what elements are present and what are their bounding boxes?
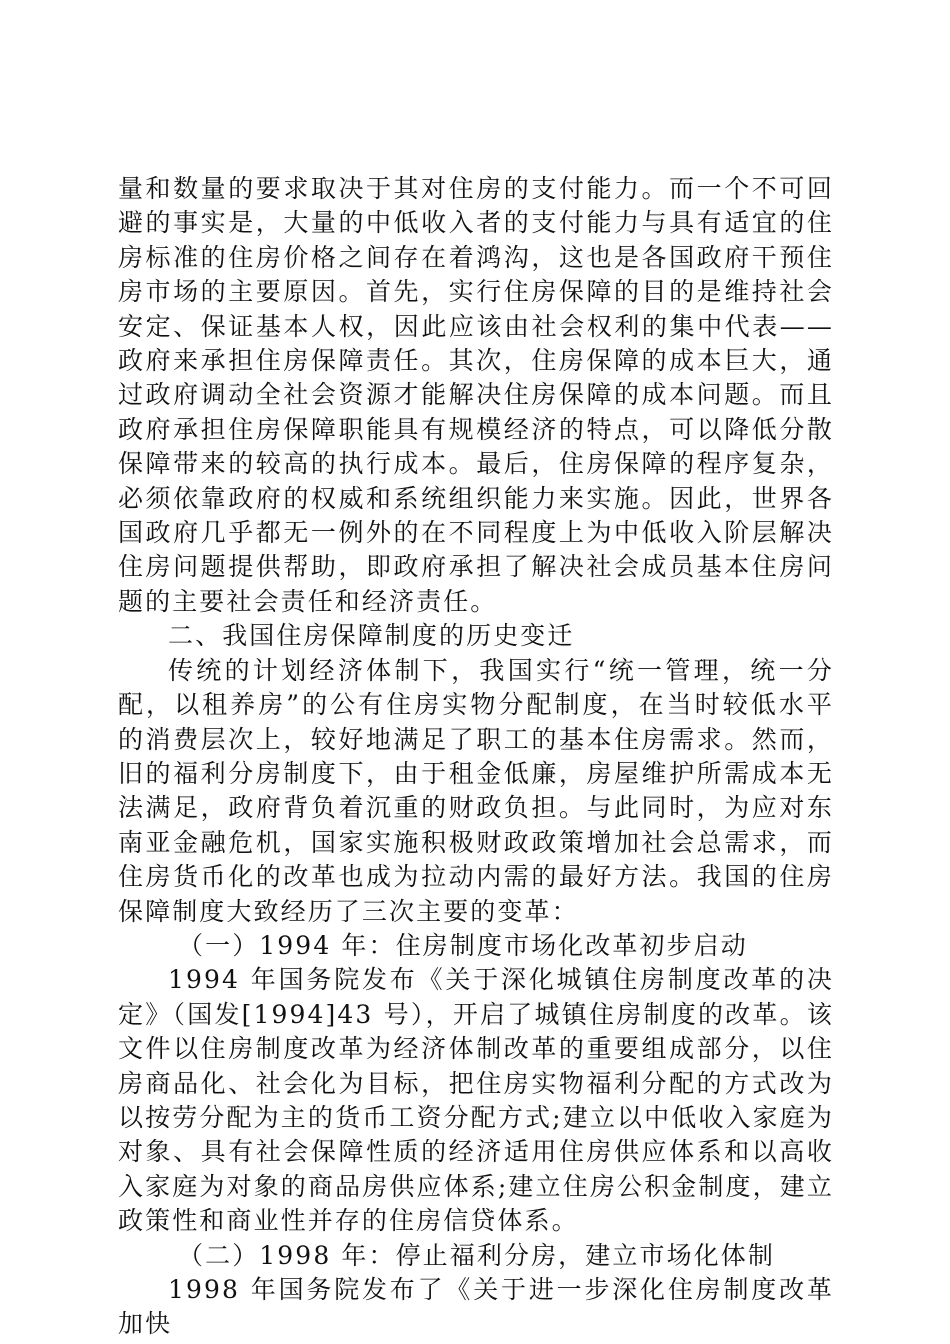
document-page xyxy=(118,172,834,1342)
body-paragraph: 量和数量的要求取决于其对住房的支付能力。而一个不可回避的事实是，大量的中低收入者的支付能力与具有适宜的住房标准的住房价格之间存在着鸿沟，这也是各国政府干预住房市场的主要原因。首先，实行住房保障的目的是维持社会安定、保证基本人权，因此应该由社会权利的集中代表——政府来承担住房保障责任。其次，住房保障的成本巨大，通过政府调动全社会资源才能解决住房保障的成本问题。而且政府承担住房保障职能具有规模经济的特点，可以降低分散保障带来的较高的执行成本。最后，住房保障的程序复杂，必须依靠政府的权威和系统组织能力来实施。因此，世界各国政府几乎都无一例外的在不同程度上为中低收入阶层解决住房问题提供帮助，即政府承担了解决社会成员基本住房问题的主要社会责任和经济责任。 xyxy=(118,174,834,616)
body-paragraph: 传统的计划经济体制下，我国实行“统一管理，统一分配，以租养房”的公有住房实物分配制度，在当时较低水平的消费层次上，较好地满足了职工的基本住房需求。然而，旧的福利分房制度下，由于租金低廉，房屋维护所需成本无法满足，政府背负着沉重的财政负担。与此同时，为应对东南亚金融危机，国家实施积极财政政策增加社会总需求，而住房货币化的改革也成为拉动内需的最好方法。我国的住房保障制度大致经历了三次主要的变革： xyxy=(118,655,834,926)
subsection-heading: （二）1998 年：停止福利分房，建立市场化体制 xyxy=(178,1240,775,1270)
section-heading: 二、我国住房保障制度的历史变迁 xyxy=(168,621,575,651)
body-paragraph: 1998 年国务院发布了《关于进一步深化住房制度改革加快 xyxy=(118,1275,834,1339)
subsection-heading: （一）1994 年：住房制度市场化改革初步启动 xyxy=(178,930,748,960)
body-paragraph: 1994 年国务院发布《关于深化城镇住房制度改革的决定》（国发[1994]43 号），开启了城镇住房制度的改革。该文件以住房制度改革为经济体制改革的重要组成部分，以住房商品化、社会化为目标，把住房实物福利分配的方式改为以按劳分配为主的货币工资分配方式;建立以中低收入家庭为对象、具有社会保障性质的经济适用住房供应体系和以高收入家庭为对象的商品房供应体系;建立住房公积金制度，建立政策性和商业性并存的住房信贷体系。 xyxy=(118,965,834,1236)
